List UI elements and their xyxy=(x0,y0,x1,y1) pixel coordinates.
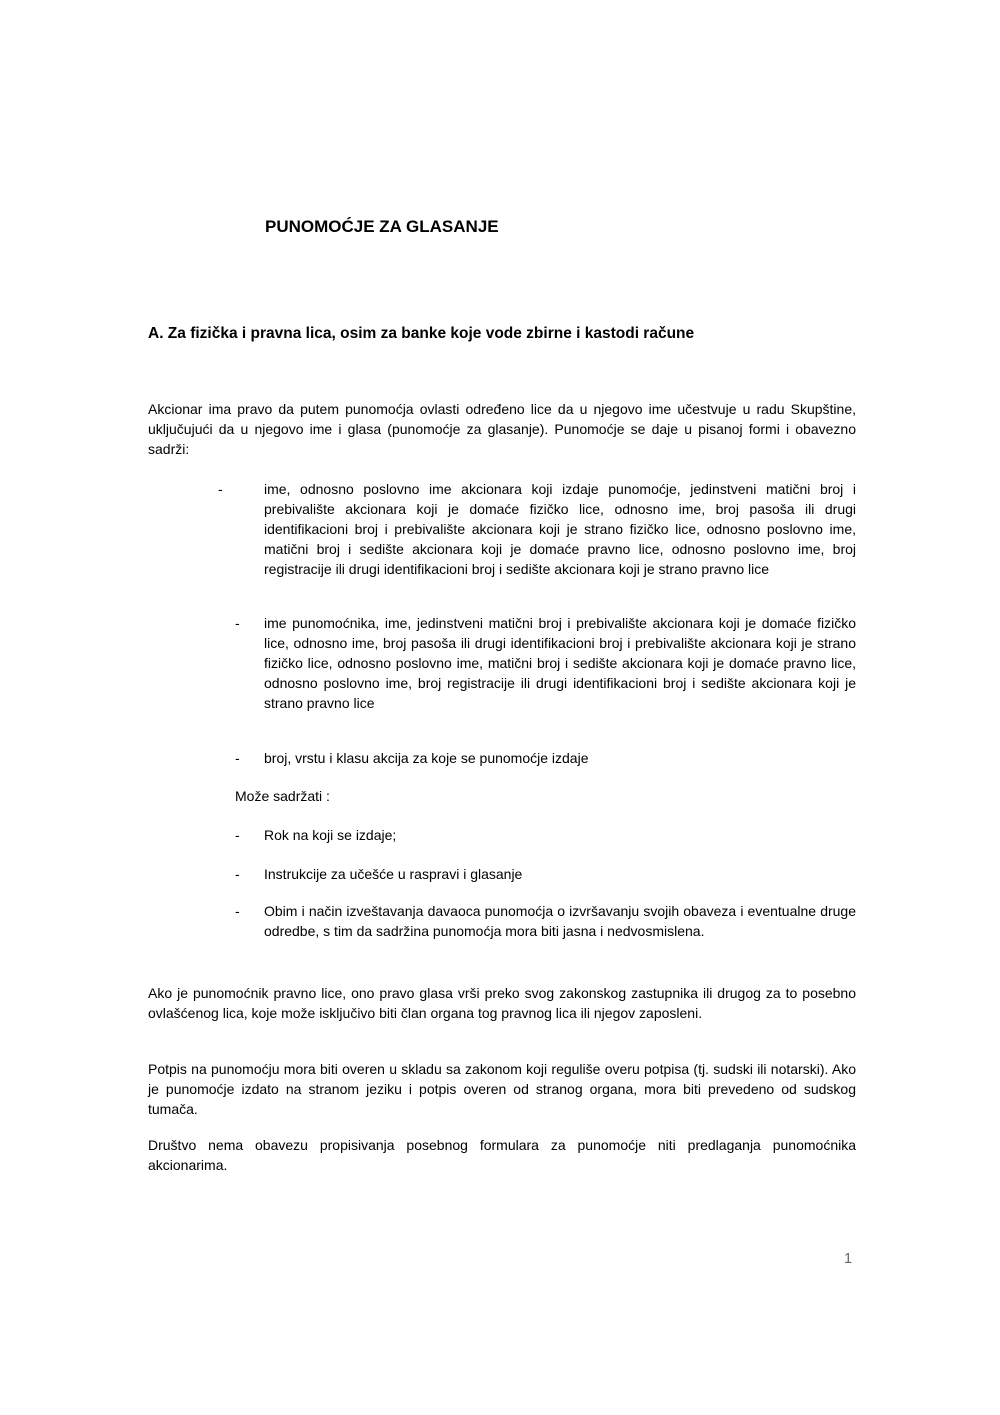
page-number: 1 xyxy=(843,1251,853,1267)
closing-paragraph: Društvo nema obavezu propisivanja posebnog formulara za punomoćje niti predlaganja punomoćnika akcionarima. xyxy=(148,1137,856,1173)
mandatory-item-text: ime, odnosno poslovno ime akcionara koji izdaje punomoćje, jedinstveni matični broj i prebivalište akcionara koji je domaće fizičko lice, odnosno ime, broj pasoša ili drugi identifikacioni broj i prebivalište akcionara koji je strano fizičko lice, odnosno poslovno ime, matični broj i sedište akcionara koji je domaće pravno lice, odnosno poslovno ime, broj registracije ili drugi identifikacioni broj i sedište akcionara koji je strano pravno lice xyxy=(264,481,856,577)
list-item xyxy=(148,825,856,845)
list-item xyxy=(148,748,856,768)
bullet-dash: - xyxy=(218,481,223,497)
bullet-dash: - xyxy=(235,750,240,766)
bullet-dash: - xyxy=(235,615,240,631)
intro-paragraph: Akcionar ima pravo da putem punomoćja ovlasti određeno lice da u njegovo ime učestvuje u radu Skupštine, uključujući da u njegovo ime i glasa (punomoćje za glasanje). Punomoćje se daje u pisanoj formi i obavezno sadrži: xyxy=(148,401,856,457)
list-item xyxy=(148,613,856,713)
list-item xyxy=(148,901,856,941)
optional-section-label: Može sadržati : xyxy=(235,788,330,804)
closing-paragraph: Potpis na punomoćju mora biti overen u skladu sa zakonom koji reguliše overu potpisa (tj. sudski ili notarski). Ako je punomoćje izdato na stranom jeziku i potpis overen od stranog organa, mora biti prevedeno od sudskog tumača. xyxy=(148,1061,856,1117)
bullet-dash: - xyxy=(235,903,240,919)
optional-item-text: Rok na koji se izdaje; xyxy=(264,827,397,843)
mandatory-item-text: broj, vrstu i klasu akcija za koje se punomoćje izdaje xyxy=(264,750,589,766)
optional-item-text: Obim i način izveštavanja davaoca punomoćja o izvršavanju svojih obaveza i eventualne druge odredbe, s tim da sadržina punomoćja mora biti jasna i nedvosmislena. xyxy=(264,903,856,939)
bullet-dash: - xyxy=(235,827,240,843)
list-item xyxy=(148,479,856,579)
section-heading: A. Za fizička i pravna lica, osim za banke koje vode zbirne i kastodi račune xyxy=(148,325,695,342)
mandatory-item-text: ime punomoćnika, ime, jedinstveni matični broj i prebivalište akcionara koji je domaće fizičko lice, odnosno ime, broj pasoša ili drugi identifikacioni broj i prebivalište akcionara koji je strano fizičko lice, odnosno poslovno ime, matični broj i sedište akcionara koji je domaće pravno lice, odnosno poslovno ime, broj registracije ili drugi identifikacioni broj i sedište akcionara koji je strano pravno lice xyxy=(264,615,856,711)
list-item xyxy=(148,864,856,884)
optional-item-text: Instrukcije za učešće u raspravi i glasanje xyxy=(264,866,523,882)
bullet-dash: - xyxy=(235,866,240,882)
closing-paragraph: Ako je punomoćnik pravno lice, ono pravo glasa vrši preko svog zakonskog zastupnika ili drugog za to posebno ovlašćenog lica, koje može isključivo biti član organa tog pravnog lica ili njegov zaposleni. xyxy=(148,985,856,1021)
document-title: PUNOMOĆJE ZA GLASANJE xyxy=(265,217,499,236)
